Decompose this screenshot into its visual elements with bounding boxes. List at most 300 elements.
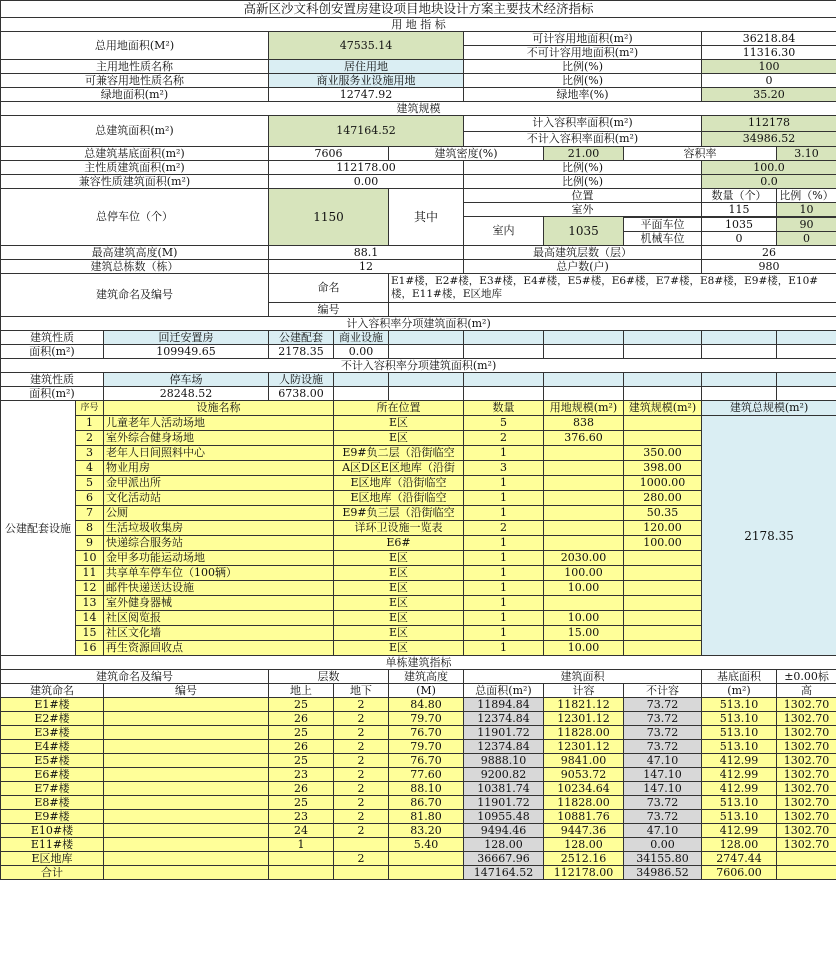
fac-qty: 2 — [464, 521, 544, 536]
sb-base: 2747.44 — [702, 852, 777, 866]
fac-build: 1000.00 — [624, 476, 702, 491]
building-row — [1, 810, 836, 824]
far-land-label: 可计容用地面积(m²) — [464, 32, 702, 46]
fac-build — [624, 551, 702, 566]
sb-name: E7#楼 — [1, 782, 104, 796]
sb-nonfar: 47.10 — [624, 754, 702, 768]
density-value: 21.00 — [544, 147, 624, 161]
fac-no: 15 — [76, 626, 104, 641]
sb-name: E10#楼 — [1, 824, 104, 838]
far-v1: 109949.65 — [104, 345, 269, 359]
sb-name: E11#楼 — [1, 838, 104, 852]
sb-height: 81.80 — [389, 810, 464, 824]
sb-height: 79.70 — [389, 712, 464, 726]
fac-land — [544, 491, 624, 506]
fac-no: 5 — [76, 476, 104, 491]
parking-flat: 平面车位 — [624, 218, 702, 232]
nonfar-build-label: 不计入容积率面积(m²) — [464, 131, 702, 147]
sb-below: 2 — [334, 824, 389, 838]
sb-code — [104, 712, 269, 726]
sb-above: 25 — [269, 726, 334, 740]
main-use-label: 主用地性质名称 — [1, 60, 269, 74]
parking-flat-qty: 1035 — [702, 218, 777, 232]
sb-base: 412.99 — [702, 768, 777, 782]
sb-base: 7606.00 — [702, 866, 777, 880]
fac-land: 838 — [544, 416, 624, 431]
sb-nonfar: 73.72 — [624, 796, 702, 810]
sb-far: 10881.76 — [544, 810, 624, 824]
nonfar-c2: 人防设施 — [269, 373, 334, 387]
sb-h-m: (M) — [389, 684, 464, 698]
fac-loc: E区 — [334, 416, 464, 431]
build-header: 建筑规模 — [1, 102, 836, 116]
sb-nonfar: 34155.80 — [624, 852, 702, 866]
households-label: 总户数(户) — [464, 260, 702, 274]
land-header: 用 地 指 标 — [1, 18, 836, 32]
fac-name: 快递综合服务站 — [104, 536, 334, 551]
far-build-label: 计入容积率面积(m²) — [464, 116, 702, 132]
sb-h-area: 建筑面积 — [464, 670, 702, 684]
fac-qty: 1 — [464, 446, 544, 461]
sb-elev: 1302.70 — [777, 754, 836, 768]
fac-build: 100.00 — [624, 536, 702, 551]
total-land-label: 总用地面积(M²) — [1, 32, 269, 60]
fac-name: 老年人日间照料中心 — [104, 446, 334, 461]
fac-land: 376.60 — [544, 431, 624, 446]
fac-no: 10 — [76, 551, 104, 566]
sb-elev: 1302.70 — [777, 782, 836, 796]
sb-height: 76.70 — [389, 726, 464, 740]
far-v2: 2178.35 — [269, 345, 334, 359]
fac-qty: 1 — [464, 566, 544, 581]
sb-far: 11828.00 — [544, 796, 624, 810]
sb-below: 2 — [334, 740, 389, 754]
sb-above: 25 — [269, 754, 334, 768]
parking-mech: 机械车位 — [624, 232, 702, 246]
sb-height: 84.80 — [389, 698, 464, 712]
sb-nonfar: 147.10 — [624, 768, 702, 782]
fac-total: 2178.35 — [702, 416, 836, 656]
fac-name: 共享单车停车位（100辆） — [104, 566, 334, 581]
max-floors-label: 最高建筑层数（层） — [464, 246, 702, 260]
parking-mech-pct: 0 — [777, 232, 836, 246]
sb-total: 9888.10 — [464, 754, 544, 768]
sb-base: 513.10 — [702, 796, 777, 810]
max-height-value: 88.1 — [269, 246, 464, 260]
fac-qty: 1 — [464, 491, 544, 506]
building-row — [1, 838, 836, 852]
fac-qty: 1 — [464, 476, 544, 491]
comp-area-ratio-label: 比例(%) — [464, 175, 702, 189]
far-build-value: 112178 — [702, 116, 836, 132]
fac-h-total: 建筑总规模(m²) — [702, 401, 836, 416]
fac-land: 2030.00 — [544, 551, 624, 566]
building-row — [1, 698, 836, 712]
fac-loc: A区D区E区地库（沿街 — [334, 461, 464, 476]
sb-name: E9#楼 — [1, 810, 104, 824]
fac-loc: E9#负三层（沿街临空 — [334, 506, 464, 521]
sb-h-height: 建筑高度 — [389, 670, 464, 684]
fac-no: 14 — [76, 611, 104, 626]
parking-outdoor-pct: 10 — [777, 203, 836, 217]
building-row — [1, 754, 836, 768]
sb-nonfar: 73.72 — [624, 712, 702, 726]
fac-qty: 1 — [464, 641, 544, 656]
fac-qty: 5 — [464, 416, 544, 431]
sb-name: E5#楼 — [1, 754, 104, 768]
sb-far: 9447.36 — [544, 824, 624, 838]
comp-area-value: 0.00 — [269, 175, 464, 189]
sb-h-base: 基底面积 — [702, 670, 777, 684]
fac-build — [624, 581, 702, 596]
sb-above: 23 — [269, 768, 334, 782]
parking-indoor: 室内 — [464, 217, 544, 246]
fac-qty: 1 — [464, 626, 544, 641]
fac-name: 再生资源回收点 — [104, 641, 334, 656]
parking-outdoor: 室外 — [464, 203, 702, 217]
density-label: 建筑密度(%) — [389, 147, 544, 161]
comp-area-label: 兼容性质建筑面积(m²) — [1, 175, 269, 189]
nonfar-c1: 停车场 — [104, 373, 269, 387]
sb-elev: 1302.70 — [777, 838, 836, 852]
sb-code — [104, 740, 269, 754]
fac-loc: E区 — [334, 641, 464, 656]
building-row — [1, 726, 836, 740]
fac-no: 9 — [76, 536, 104, 551]
fac-loc: E区 — [334, 596, 464, 611]
sb-elev: 1302.70 — [777, 698, 836, 712]
sb-name: 合计 — [1, 866, 104, 880]
plot-value: 3.10 — [777, 147, 836, 161]
max-floors-value: 26 — [702, 246, 836, 260]
parking-qty-header: 数量（个） — [702, 189, 777, 203]
households-value: 980 — [702, 260, 836, 274]
fac-loc: E区 — [334, 431, 464, 446]
sb-h-nonfar: 不计容 — [624, 684, 702, 698]
sb-above: 1 — [269, 838, 334, 852]
sb-h-naming: 建筑命名及编号 — [1, 670, 269, 684]
comp-ratio-value: 0 — [702, 74, 836, 88]
building-row — [1, 796, 836, 810]
fac-h-name: 设施名称 — [104, 401, 334, 416]
sb-h-below: 地下 — [334, 684, 389, 698]
building-row — [1, 782, 836, 796]
main-area-ratio: 100.0 — [702, 161, 836, 175]
fac-loc: E区地库（沿街临空 — [334, 491, 464, 506]
fac-land: 100.00 — [544, 566, 624, 581]
sb-height: 77.60 — [389, 768, 464, 782]
fac-name: 室外健身器械 — [104, 596, 334, 611]
sb-above: 25 — [269, 698, 334, 712]
sb-height: 86.70 — [389, 796, 464, 810]
fac-land: 10.00 — [544, 641, 624, 656]
nonfar-type-label: 建筑性质 — [1, 373, 104, 387]
parking-total: 1150 — [269, 189, 389, 246]
fac-name: 公厕 — [104, 506, 334, 521]
far-items-header: 计入容积率分项建筑面积(m²) — [1, 317, 836, 331]
fac-h-no: 序号 — [76, 401, 104, 416]
fac-loc: E区 — [334, 611, 464, 626]
sb-elev: 1302.70 — [777, 768, 836, 782]
sb-h-m2: (m²) — [702, 684, 777, 698]
max-height-label: 最高建筑高度(M) — [1, 246, 269, 260]
sb-base: 513.10 — [702, 740, 777, 754]
fac-no: 11 — [76, 566, 104, 581]
fac-loc: E区 — [334, 566, 464, 581]
far-c2: 公建配套 — [269, 331, 334, 345]
fac-row — [1, 416, 836, 431]
fac-loc: E区 — [334, 551, 464, 566]
sb-below: 2 — [334, 698, 389, 712]
sb-base: 513.10 — [702, 698, 777, 712]
fac-loc: E区 — [334, 581, 464, 596]
parking-mech-qty: 0 — [702, 232, 777, 246]
fac-name: 室外综合健身场地 — [104, 431, 334, 446]
sb-far: 128.00 — [544, 838, 624, 852]
sb-far: 112178.00 — [544, 866, 624, 880]
main-ratio-value: 100 — [702, 60, 836, 74]
sb-above: 23 — [269, 810, 334, 824]
far-v3: 0.00 — [334, 345, 389, 359]
fac-name: 生活垃圾收集房 — [104, 521, 334, 536]
total-land-value: 47535.14 — [269, 32, 464, 60]
sb-code — [104, 824, 269, 838]
sb-height — [389, 866, 464, 880]
sb-total: 11901.72 — [464, 726, 544, 740]
fac-build — [624, 431, 702, 446]
fac-no: 16 — [76, 641, 104, 656]
base-label: 总建筑基底面积(m²) — [1, 147, 269, 161]
sb-elev: 1302.70 — [777, 726, 836, 740]
sb-elev: 1302.70 — [777, 810, 836, 824]
sb-base: 513.10 — [702, 712, 777, 726]
sb-nonfar: 47.10 — [624, 824, 702, 838]
fac-land — [544, 536, 624, 551]
sb-elev: 1302.70 — [777, 824, 836, 838]
sb-name: E2#楼 — [1, 712, 104, 726]
far-c1: 回迁安置房 — [104, 331, 269, 345]
green-label: 绿地面积(m²) — [1, 88, 269, 102]
sb-base: 412.99 — [702, 782, 777, 796]
sb-code — [104, 782, 269, 796]
single-header: 单栋建筑指标 — [1, 656, 836, 670]
fac-build: 50.35 — [624, 506, 702, 521]
sb-code — [104, 754, 269, 768]
nonfar-area-label: 面积(m²) — [1, 387, 104, 401]
comp-area-ratio: 0.0 — [702, 175, 836, 189]
sb-total: 10955.48 — [464, 810, 544, 824]
base-value: 7606 — [269, 147, 389, 161]
sb-elev — [777, 852, 836, 866]
sb-elev: 1302.70 — [777, 712, 836, 726]
sb-nonfar: 73.72 — [624, 810, 702, 824]
fac-loc: E9#负二层（沿街临空 — [334, 446, 464, 461]
far-area-label: 面积(m²) — [1, 345, 104, 359]
sb-name: E6#楼 — [1, 768, 104, 782]
sb-height — [389, 852, 464, 866]
sb-total: 10381.74 — [464, 782, 544, 796]
fac-land: 10.00 — [544, 581, 624, 596]
fac-build — [624, 626, 702, 641]
sb-nonfar: 73.72 — [624, 698, 702, 712]
sb-nonfar: 147.10 — [624, 782, 702, 796]
comp-use-label: 可兼容用地性质名称 — [1, 74, 269, 88]
bldg-count-label: 建筑总栋数（栋） — [1, 260, 269, 274]
sb-far: 11828.00 — [544, 726, 624, 740]
fac-qty: 1 — [464, 611, 544, 626]
sb-above: 25 — [269, 796, 334, 810]
sb-code — [104, 726, 269, 740]
green-value: 12747.92 — [269, 88, 464, 102]
main-ratio-label: 比例(%) — [464, 60, 702, 74]
fac-name: 金甲派出所 — [104, 476, 334, 491]
fac-land — [544, 476, 624, 491]
sb-below: 2 — [334, 726, 389, 740]
sb-code — [104, 866, 269, 880]
sb-above: 26 — [269, 712, 334, 726]
fac-build — [624, 596, 702, 611]
building-row — [1, 852, 836, 866]
sb-above: 26 — [269, 782, 334, 796]
fac-build: 350.00 — [624, 446, 702, 461]
naming-name-label: 命名 — [269, 274, 389, 303]
sb-code — [104, 768, 269, 782]
fac-loc: E区地库（沿街临空 — [334, 476, 464, 491]
fac-land — [544, 506, 624, 521]
comp-ratio-label: 比例(%) — [464, 74, 702, 88]
fac-build — [624, 611, 702, 626]
sb-nonfar: 73.72 — [624, 726, 702, 740]
parking-label: 总停车位（个） — [1, 189, 269, 246]
fac-name: 物业用房 — [104, 461, 334, 476]
fac-build — [624, 641, 702, 656]
sb-above — [269, 866, 334, 880]
sb-h-code: 编号 — [104, 684, 269, 698]
sb-base: 128.00 — [702, 838, 777, 852]
fac-no: 3 — [76, 446, 104, 461]
parking-outdoor-qty: 115 — [702, 203, 777, 217]
sb-total: 9200.82 — [464, 768, 544, 782]
fac-land — [544, 446, 624, 461]
sb-code — [104, 796, 269, 810]
sb-far: 11821.12 — [544, 698, 624, 712]
fac-no: 8 — [76, 521, 104, 536]
main-area-ratio-label: 比例(%) — [464, 161, 702, 175]
sb-name: E区地库 — [1, 852, 104, 866]
nonfar-build-value: 34986.52 — [702, 131, 836, 147]
fac-no: 6 — [76, 491, 104, 506]
sb-code — [104, 698, 269, 712]
naming-num-label: 编号 — [269, 303, 389, 317]
sb-above — [269, 852, 334, 866]
sb-height: 88.10 — [389, 782, 464, 796]
sb-below: 2 — [334, 782, 389, 796]
sb-base: 513.10 — [702, 726, 777, 740]
main-use-value: 居住用地 — [269, 60, 464, 74]
parking-pct-header: 比例（%） — [777, 189, 836, 203]
sb-height: 83.20 — [389, 824, 464, 838]
green-rate-label: 绿地率(%) — [464, 88, 702, 102]
naming-label: 建筑命名及编号 — [1, 274, 269, 317]
fac-no: 4 — [76, 461, 104, 476]
sb-far: 2512.16 — [544, 852, 624, 866]
fac-build — [624, 416, 702, 431]
building-row — [1, 740, 836, 754]
sb-elev — [777, 866, 836, 880]
fac-qty: 1 — [464, 536, 544, 551]
fac-no: 13 — [76, 596, 104, 611]
fac-name: 社区文化墙 — [104, 626, 334, 641]
sb-total: 12374.84 — [464, 712, 544, 726]
sb-far: 10234.64 — [544, 782, 624, 796]
fac-name: 邮件快递送达设施 — [104, 581, 334, 596]
far-type-label: 建筑性质 — [1, 331, 104, 345]
sb-total: 147164.52 — [464, 866, 544, 880]
sb-total: 11901.72 — [464, 796, 544, 810]
main-area-label: 主性质建筑面积(m²) — [1, 161, 269, 175]
far-c3: 商业设施 — [334, 331, 389, 345]
sb-name: E4#楼 — [1, 740, 104, 754]
sb-total: 36667.96 — [464, 852, 544, 866]
fac-build: 120.00 — [624, 521, 702, 536]
fac-no: 2 — [76, 431, 104, 446]
parking-indoor-qty: 1035 — [544, 217, 624, 246]
sb-height: 79.70 — [389, 740, 464, 754]
fac-no: 12 — [76, 581, 104, 596]
sb-elev: 1302.70 — [777, 796, 836, 810]
fac-no: 1 — [76, 416, 104, 431]
sb-h-tarea: 总面积(m²) — [464, 684, 544, 698]
sb-height: 5.40 — [389, 838, 464, 852]
sb-above: 24 — [269, 824, 334, 838]
bldg-count-value: 12 — [269, 260, 464, 274]
fac-no: 7 — [76, 506, 104, 521]
fac-land — [544, 461, 624, 476]
sb-below: 2 — [334, 796, 389, 810]
fac-qty: 1 — [464, 506, 544, 521]
fac-h-qty: 数量 — [464, 401, 544, 416]
nonfar-items-header: 不计入容积率分项建筑面积(m²) — [1, 359, 836, 373]
fac-name: 文化活动站 — [104, 491, 334, 506]
fac-land — [544, 521, 624, 536]
parking-among: 其中 — [389, 189, 464, 246]
sb-below: 2 — [334, 768, 389, 782]
green-rate-value: 35.20 — [702, 88, 836, 102]
plot-label: 容积率 — [624, 147, 777, 161]
fac-build: 280.00 — [624, 491, 702, 506]
facilities-group-label: 公建配套设施 — [1, 401, 76, 656]
page-title: 高新区沙文科创安置房建设项目地块设计方案主要技术经济指标 — [1, 1, 836, 18]
sb-total: 128.00 — [464, 838, 544, 852]
sb-below: 2 — [334, 712, 389, 726]
sb-h-far: 计容 — [544, 684, 624, 698]
fac-qty: 3 — [464, 461, 544, 476]
sb-h-name: 建筑命名 — [1, 684, 104, 698]
nonfar-v2: 6738.00 — [269, 387, 334, 401]
sb-elev: 1302.70 — [777, 740, 836, 754]
parking-flat-pct: 90 — [777, 218, 836, 232]
fac-land — [544, 596, 624, 611]
nonfar-v1: 28248.52 — [104, 387, 269, 401]
fac-h-loc: 所在位置 — [334, 401, 464, 416]
sb-total: 9494.46 — [464, 824, 544, 838]
sb-above: 26 — [269, 740, 334, 754]
fac-loc: E6# — [334, 536, 464, 551]
sb-h-elev: ±0.00标 — [777, 670, 836, 684]
parking-pos-header: 位置 — [464, 189, 702, 203]
fac-loc: 详环卫设施一览表 — [334, 521, 464, 536]
fac-name: 儿童老年人活动场地 — [104, 416, 334, 431]
